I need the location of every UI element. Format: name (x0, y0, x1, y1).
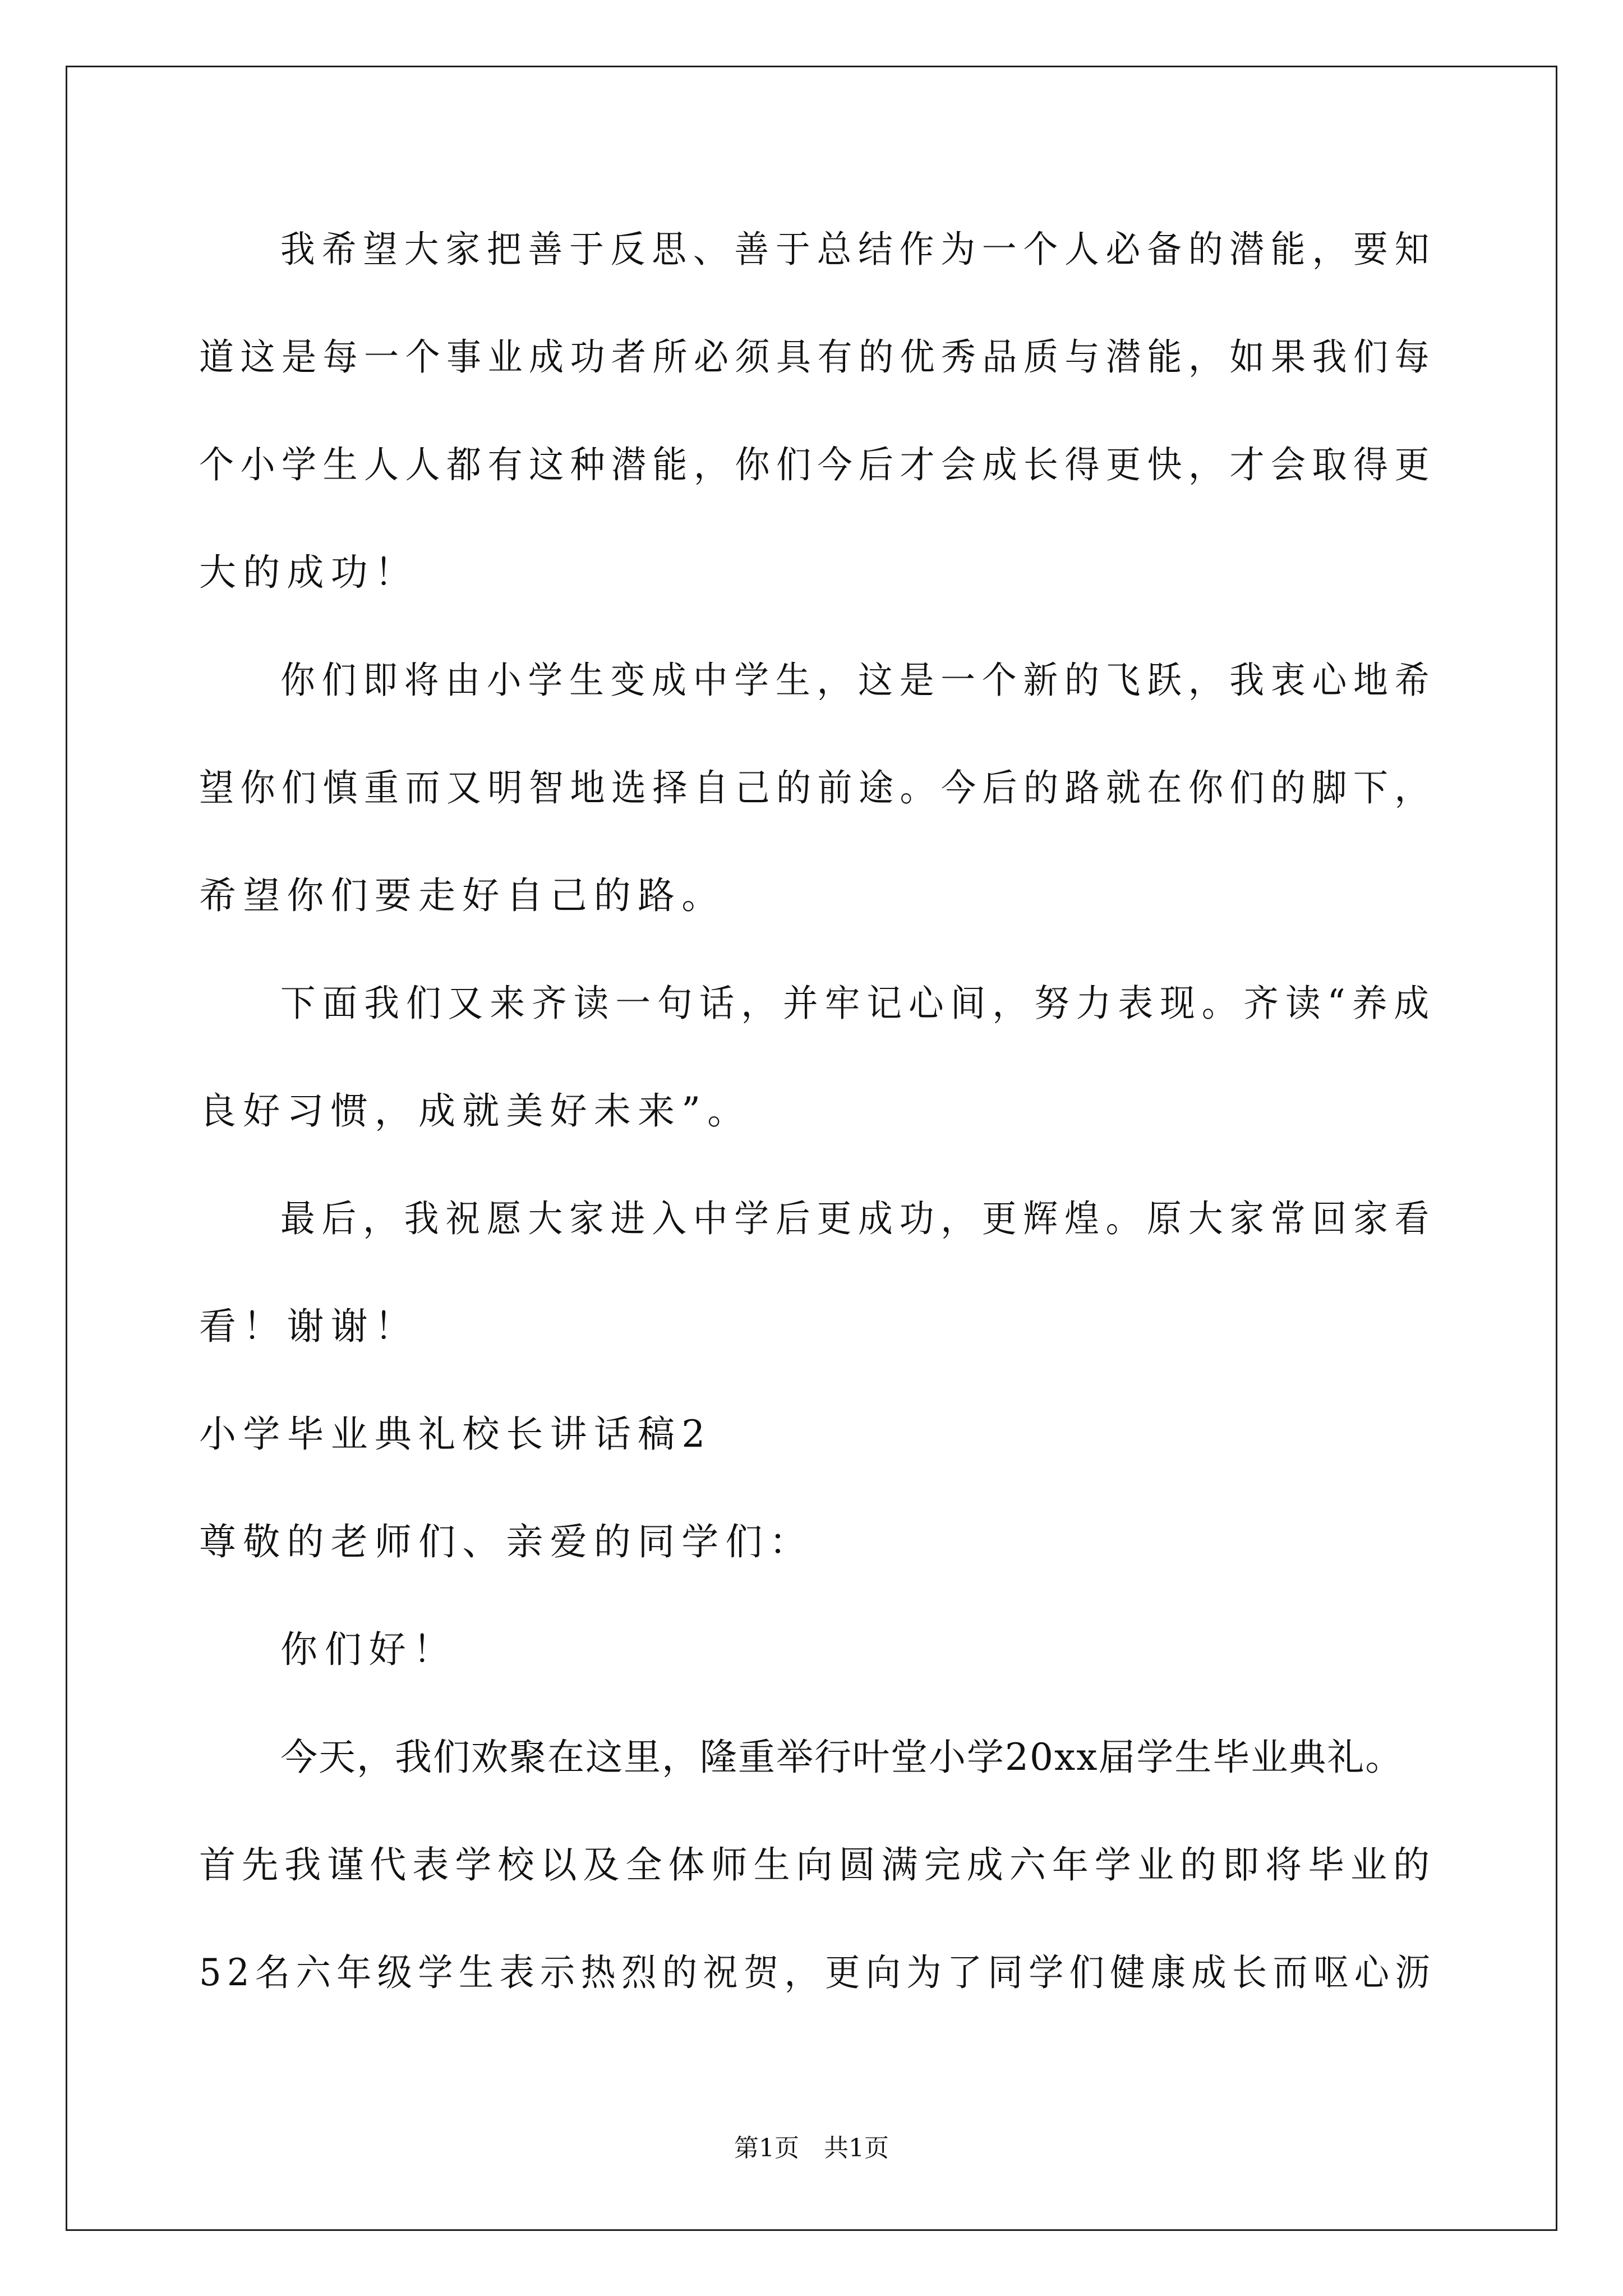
paragraph-line: 下面我们又来齐读一句话，并牢记心间，努力表现。齐读“养成 (280, 982, 1436, 1025)
paragraph-line: 良好习惯，成就美好未来”。 (199, 1089, 751, 1133)
page-number-footer: 第1页 共1页 (734, 2134, 889, 2162)
paragraph-line: 你们即将由小学生变成中学生，这是一个新的飞跃，我衷心地希 (280, 659, 1436, 702)
paragraph-line: 道这是每一个事业成功者所必须具有的优秀品质与潜能，如果我们每 (199, 335, 1436, 379)
paragraph-line: 今天，我们欢聚在这里，隆重举行叶堂小学20xx届学生毕业典礼。 (280, 1736, 1404, 1779)
paragraph-line: 首先我谨代表学校以及全体师生向圆满完成六年学业的即将毕业的 (199, 1843, 1436, 1887)
paragraph-line: 望你们慎重而又明智地选择自己的前途。今后的路就在你们的脚下， (199, 766, 1436, 809)
paragraph-line: 大的成功！ (199, 551, 418, 594)
paragraph-line: 我希望大家把善于反思、善于总结作为一个人必备的潜能，要知 (280, 228, 1436, 271)
paragraph-line: 最后，我祝愿大家进入中学后更成功，更辉煌。原大家常回家看 (280, 1197, 1436, 1240)
page-border (66, 66, 1557, 2231)
paragraph-line: 52名六年级学生表示热烈的祝贺，更向为了同学们健康成长而呕心沥 (199, 1951, 1436, 1994)
greeting: 你们好！ (280, 1628, 458, 1671)
section-heading: 小学毕业典礼校长讲话稿2 (199, 1412, 712, 1456)
paragraph-line: 看！谢谢！ (199, 1305, 418, 1348)
paragraph-line: 希望你们要走好自己的路。 (199, 874, 726, 917)
paragraph-line: 个小学生人人都有这种潜能，你们今后才会成长得更快，才会取得更 (199, 443, 1436, 486)
salutation: 尊敬的老师们、亲爱的同学们： (199, 1520, 813, 1563)
